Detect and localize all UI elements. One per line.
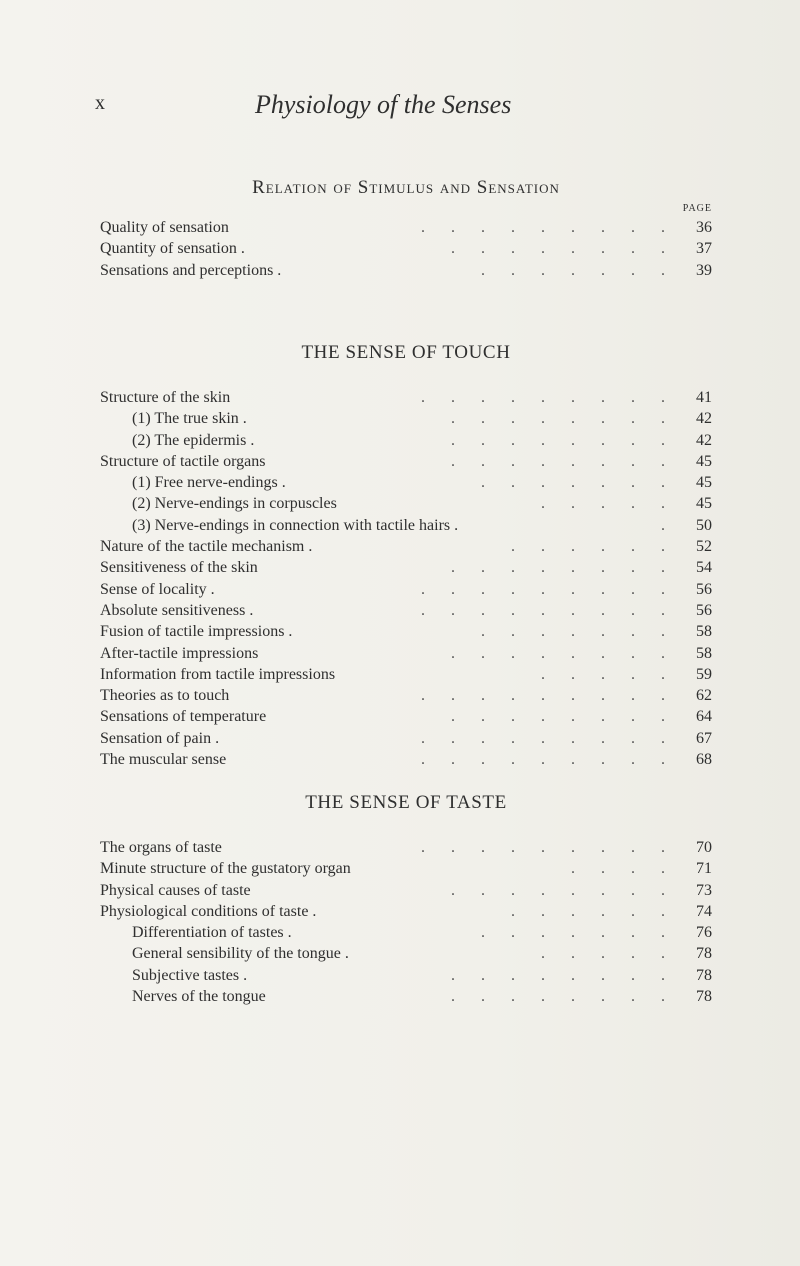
toc-entry — [100, 922, 712, 943]
dot-leader: . . . . . . . . . — [421, 389, 676, 406]
dot-leader: . . . . . . . . . — [421, 219, 676, 236]
section-touch — [100, 340, 712, 770]
toc-entry-page: 70 — [696, 839, 712, 856]
toc-entry — [100, 493, 712, 514]
toc-entry — [100, 749, 712, 770]
section-taste — [100, 790, 712, 1007]
dot-leader: . . . . . . . . — [451, 410, 676, 428]
toc-entry-label: (3) Nerve-endings in connection with tactile hairs . — [132, 516, 459, 534]
toc-entry-page: 45 — [696, 474, 712, 492]
toc-entry-label: Physiological conditions of taste . — [100, 902, 317, 920]
dot-leader: . . . . . . . . . — [421, 751, 676, 769]
toc-entry-label: (2) The epidermis . — [132, 431, 255, 449]
dot-leader: . . . . . . . — [481, 924, 676, 942]
dot-leader: . . . . . . . — [481, 623, 676, 641]
toc-entry-page: 37 — [696, 240, 712, 258]
dot-leader: . . . . . . — [511, 902, 676, 920]
toc-entry-label: Information from tactile impressions — [100, 665, 336, 683]
toc-entry — [100, 515, 712, 536]
toc-entry — [100, 664, 712, 685]
dot-leader: . . . . . . . . — [451, 966, 676, 984]
dot-leader: . . . . . . . . . — [421, 839, 676, 856]
toc-entry — [100, 430, 712, 451]
dot-leader: . — [661, 516, 676, 534]
toc-entry-page: 73 — [696, 881, 712, 899]
toc-entry — [100, 238, 712, 259]
toc-entry — [100, 600, 712, 621]
toc-entry — [100, 986, 712, 1007]
toc-entry — [100, 965, 712, 986]
toc-entry-page: 50 — [696, 516, 712, 534]
toc-entry-page: 71 — [696, 860, 712, 878]
toc-entry-label: Sensations of temperature — [100, 708, 267, 726]
dot-leader: . . . . . . — [511, 538, 676, 556]
toc-entry-label: Theories as to touch — [100, 687, 230, 705]
toc-entry-page: 78 — [696, 988, 712, 1006]
toc-entry — [100, 536, 712, 557]
toc-entry-label: (1) The true skin . — [132, 410, 247, 428]
toc-entry — [100, 943, 712, 964]
toc-entry-page: 78 — [696, 966, 712, 984]
dot-leader: . . . . . — [541, 495, 676, 513]
toc-entry — [100, 643, 712, 664]
section-stimulus-sensation — [100, 175, 712, 281]
toc-entry-page: 41 — [696, 389, 712, 406]
toc-entry-page: 59 — [696, 665, 712, 683]
toc-entry — [100, 880, 712, 901]
toc-entry-page: 42 — [696, 431, 712, 449]
section-title: THE SENSE OF TOUCH — [301, 342, 511, 363]
toc-entry-page: 52 — [696, 538, 712, 556]
toc-entry — [100, 408, 712, 429]
toc-entry-page: 62 — [696, 687, 712, 705]
toc-entry — [100, 621, 712, 642]
toc-entry-page: 74 — [696, 902, 712, 920]
toc-entry-label: Sensitiveness of the skin — [100, 559, 258, 577]
toc-entry — [100, 837, 712, 858]
dot-leader: . . . . . . . . . — [421, 601, 676, 619]
toc-entry-label: Structure of tactile organs — [100, 452, 266, 470]
toc-entry-page: 36 — [696, 219, 712, 236]
toc-entry-page: 58 — [696, 644, 712, 662]
dot-leader: . . . . . . . . — [451, 708, 676, 726]
toc-entry-label: Quantity of sensation . — [100, 240, 245, 258]
section-title: Relation of Stimulus and Sensation — [252, 177, 560, 198]
toc-entry-page: 54 — [696, 559, 712, 577]
toc-entry-label: Subjective tastes . — [132, 966, 248, 984]
toc-list — [100, 837, 712, 1007]
toc-entry-page: 39 — [696, 261, 712, 279]
running-head — [95, 90, 555, 130]
toc-entry — [100, 217, 712, 238]
dot-leader: . . . . . . . . — [451, 452, 676, 470]
toc-entry-page: 78 — [696, 945, 712, 963]
dot-leader: . . . . . . . . — [451, 988, 676, 1006]
dot-leader: . . . . . . . . — [451, 644, 676, 662]
toc-entry — [100, 472, 712, 493]
dot-leader: . . . . . . . . . — [421, 580, 676, 598]
toc-entry-label: Nerves of the tongue — [132, 988, 266, 1006]
dot-leader: . . . . . . . . — [451, 240, 676, 258]
toc-entry-label: The organs of taste — [100, 839, 222, 856]
toc-entry-page: 56 — [696, 580, 712, 598]
toc-entry-page: 45 — [696, 452, 712, 470]
toc-entry-label: Structure of the skin — [100, 389, 231, 406]
toc-entry-label: Nature of the tactile mechanism . — [100, 538, 313, 556]
dot-leader: . . . . — [571, 860, 676, 878]
toc-entry-label: Sense of locality . — [100, 580, 215, 598]
dot-leader: . . . . . . . . . — [421, 729, 676, 747]
dot-leader: . . . . . — [541, 665, 676, 683]
toc-entry-label: Quality of sensation — [100, 219, 229, 236]
toc-entry-page: 56 — [696, 601, 712, 619]
toc-entry-label: Differentiation of tastes . — [132, 924, 292, 942]
toc-entry-label: Sensations and perceptions . — [100, 261, 282, 279]
toc-entry-label: Sensation of pain . — [100, 729, 220, 747]
toc-entry — [100, 685, 712, 706]
section-title: THE SENSE OF TASTE — [305, 792, 507, 813]
toc-entry — [100, 706, 712, 727]
toc-entry-page: 42 — [696, 410, 712, 428]
toc-entry-page: 76 — [696, 924, 712, 942]
toc-entry-page: 67 — [696, 729, 712, 747]
toc-list — [100, 217, 712, 281]
toc-entry — [100, 901, 712, 922]
toc-entry-label: Absolute sensitiveness . — [100, 601, 254, 619]
toc-entry-label: Physical causes of taste — [100, 881, 251, 899]
toc-entry-page: 68 — [696, 751, 712, 769]
toc-entry-label: (1) Free nerve-endings . — [132, 474, 286, 492]
toc-entry-label: Fusion of tactile impressions . — [100, 623, 293, 641]
toc-entry — [100, 728, 712, 749]
dot-leader: . . . . . . . . — [451, 431, 676, 449]
book-title: Physiology of the Senses — [255, 90, 512, 119]
toc-entry-page: 45 — [696, 495, 712, 513]
toc-entry-page: 58 — [696, 623, 712, 641]
toc-entry-label: General sensibility of the tongue . — [132, 945, 349, 963]
toc-entry — [100, 387, 712, 408]
dot-leader: . . . . . . . . — [451, 881, 676, 899]
dot-leader: . . . . . . . — [481, 261, 676, 279]
toc-list — [100, 387, 712, 770]
toc-entry-label: (2) Nerve-endings in corpuscles — [132, 495, 337, 513]
page-number: x — [95, 92, 106, 114]
toc-entry — [100, 260, 712, 281]
toc-entry-page: 64 — [696, 708, 712, 726]
dot-leader: . . . . . . . — [481, 474, 676, 492]
toc-entry-label: The muscular sense — [100, 751, 227, 769]
toc-entry — [100, 451, 712, 472]
page-column-label: PAGE — [682, 203, 712, 214]
dot-leader: . . . . . . . . — [451, 559, 676, 577]
toc-entry — [100, 858, 712, 879]
dot-leader: . . . . . . . . . — [421, 687, 676, 705]
toc-entry — [100, 579, 712, 600]
toc-entry — [100, 557, 712, 578]
toc-entry-label: Minute structure of the gustatory organ — [100, 860, 351, 878]
dot-leader: . . . . . — [541, 945, 676, 963]
toc-entry-label: After-tactile impressions — [100, 644, 259, 662]
